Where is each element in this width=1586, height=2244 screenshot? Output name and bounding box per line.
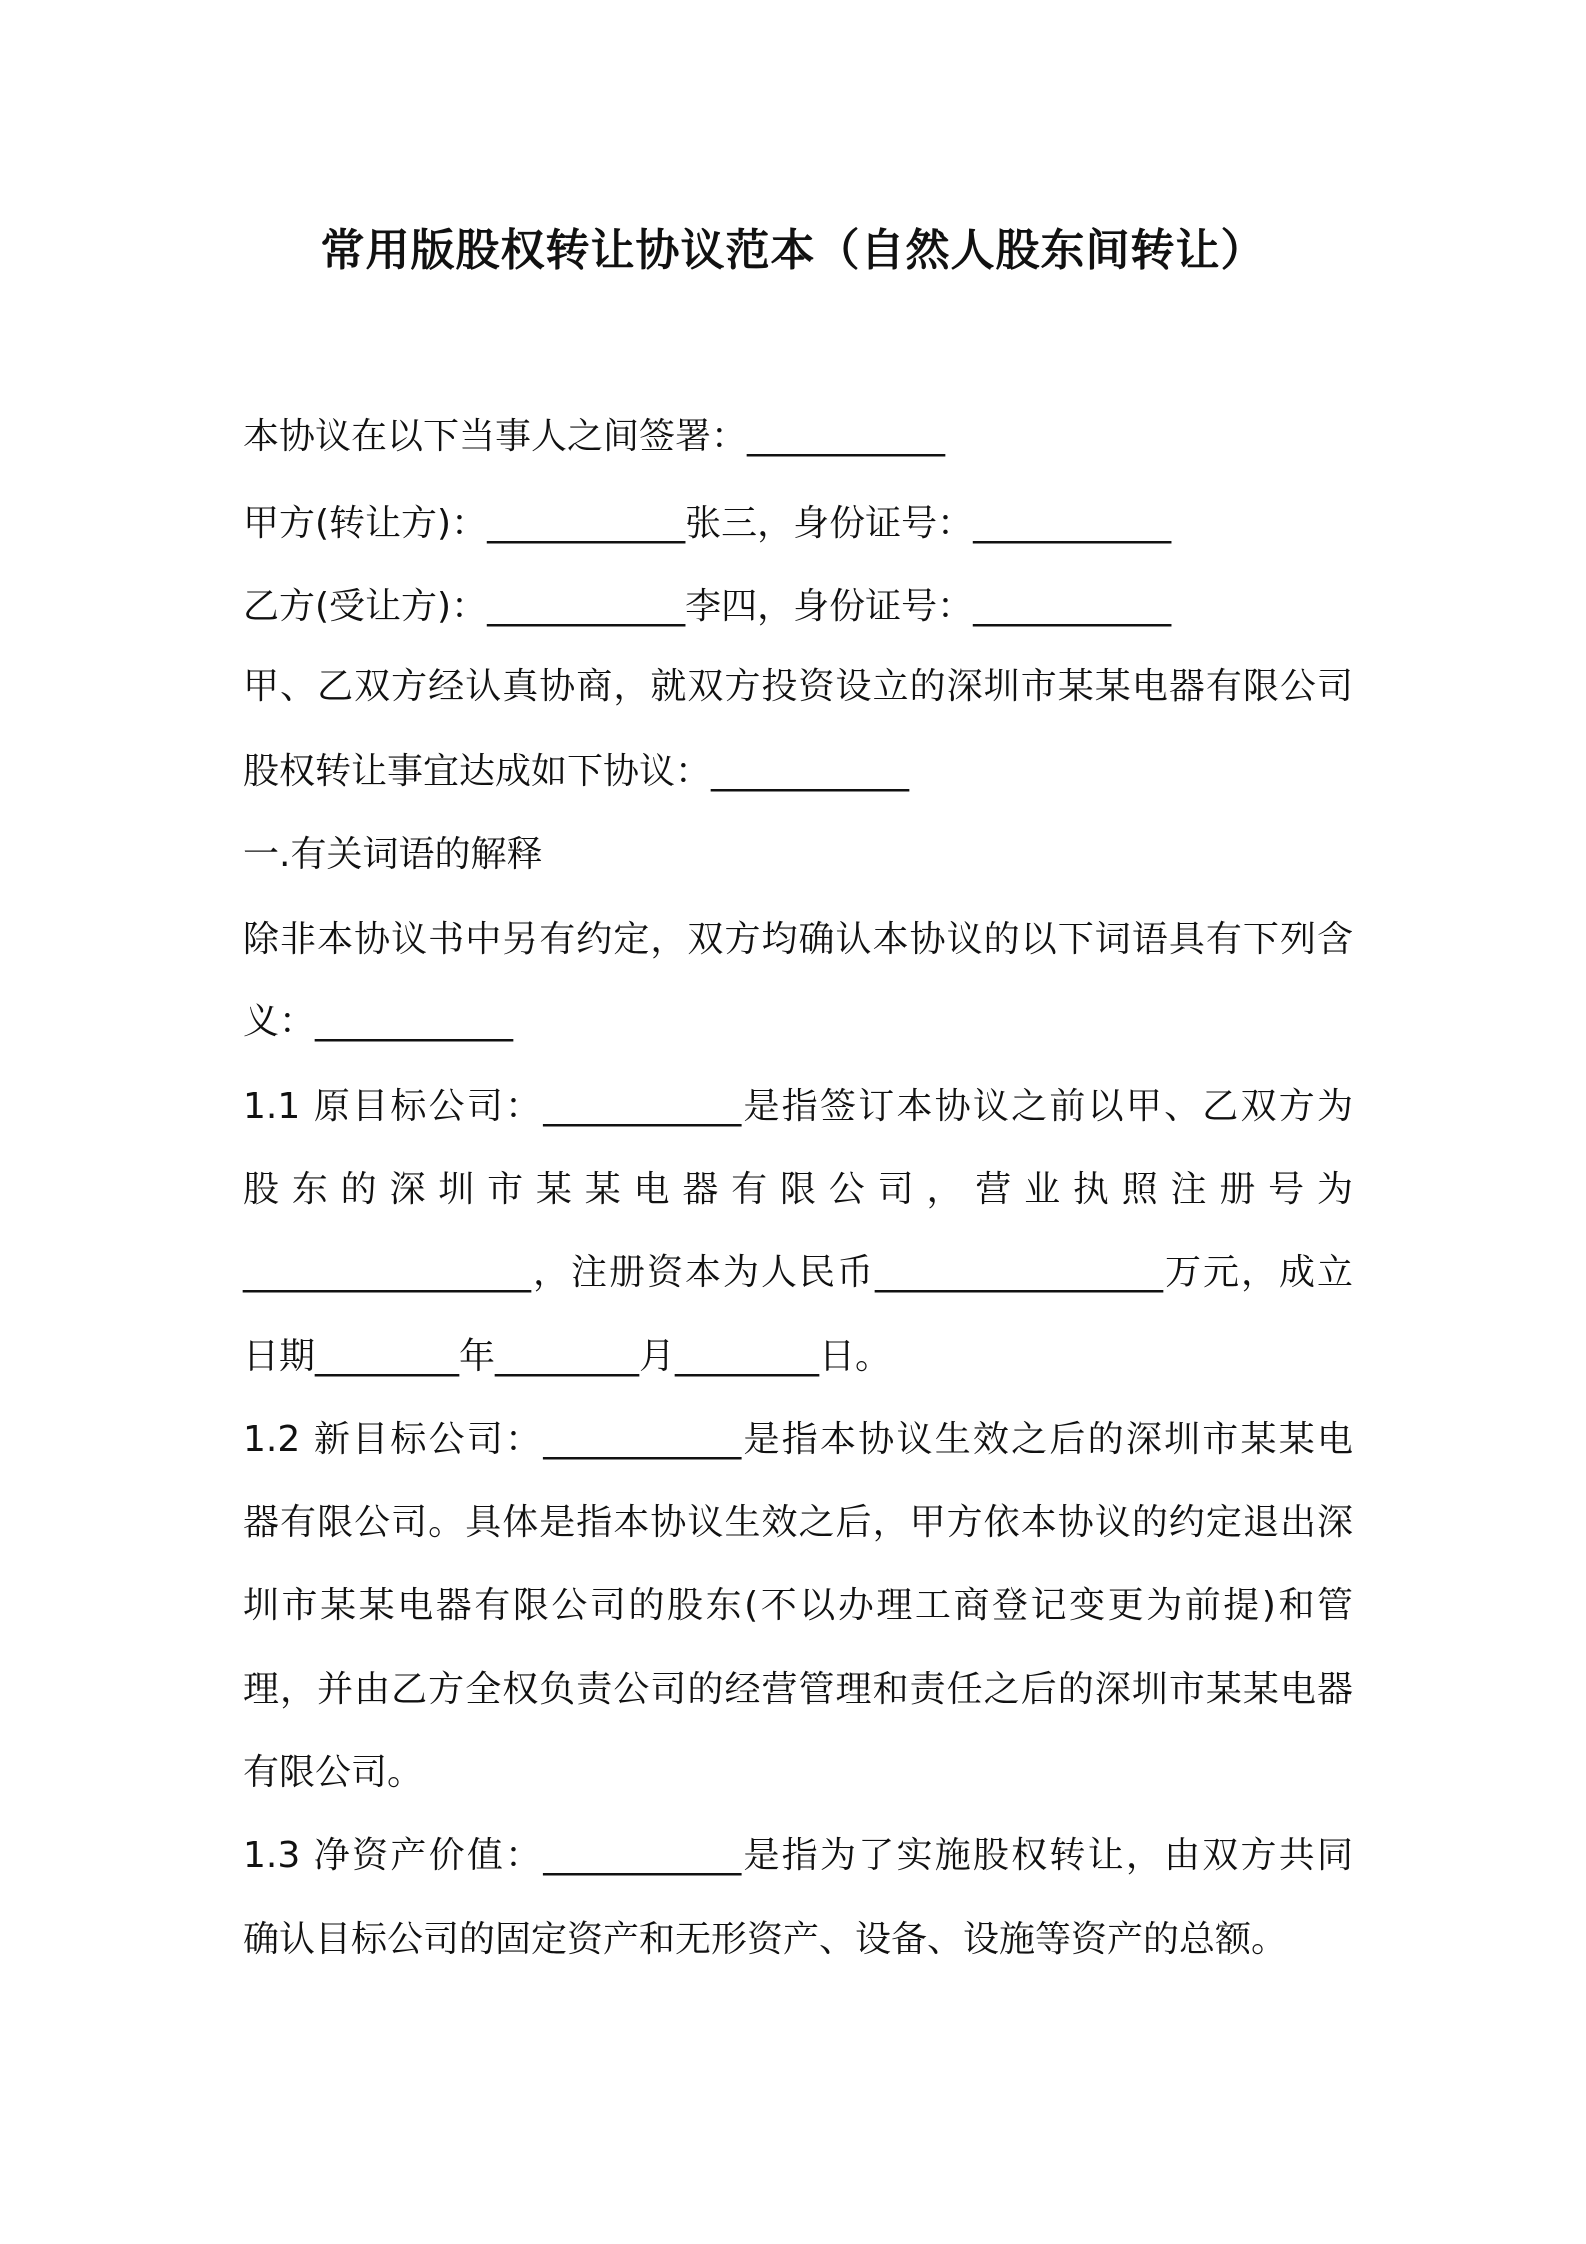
paragraph-line: 除非本协议书中另有约定，双方均确认本协议的以下词语具有下列含 bbox=[243, 919, 1353, 960]
intro-line-signing: 本协议在以下当事人之间签署：___________ bbox=[243, 416, 946, 457]
section-heading: 一.有关词语的解释 bbox=[243, 834, 543, 875]
clause-1-1-line: 股 东 的 深 圳 市 某 某 电 器 有 限 公 司 ， 营 业 执 照 注 册 号 为 bbox=[243, 1169, 1353, 1210]
clause-1-1-line: 日期________年________月________日。 bbox=[243, 1336, 892, 1377]
paragraph-line: 甲、乙双方经认真协商，就双方投资设立的深圳市某某电器有限公司 bbox=[243, 666, 1353, 707]
paragraph-line: 股权转让事宜达成如下协议：___________ bbox=[243, 751, 910, 792]
clause-1-2-line: 理，并由乙方全权负责公司的经营管理和责任之后的深圳市某某电器 bbox=[243, 1669, 1353, 1710]
paragraph-line: 义：___________ bbox=[243, 1001, 514, 1042]
clause-1-2-line: 圳市某某电器有限公司的股东(不以办理工商登记变更为前提)和管 bbox=[243, 1585, 1353, 1626]
clause-1-2-line: 器有限公司。具体是指本协议生效之后，甲方依本协议的约定退出深 bbox=[243, 1502, 1353, 1543]
party-a-line: 甲方(转让方)：___________张三，身份证号：___________ bbox=[243, 503, 1172, 544]
clause-1-1-line: 1.1 原目标公司：___________是指签订本协议之前以甲、乙双方为 bbox=[243, 1086, 1353, 1127]
document-title: 常用版股权转让协议范本（自然人股东间转让） bbox=[320, 225, 1266, 276]
clause-1-3-line: 1.3 净资产价值：___________是指为了实施股权转让，由双方共同 bbox=[243, 1835, 1353, 1876]
party-b-line: 乙方(受让方)：___________李四，身份证号：___________ bbox=[243, 586, 1172, 627]
clause-1-3-line: 确认目标公司的固定资产和无形资产、设备、设施等资产的总额。 bbox=[243, 1919, 1288, 1960]
clause-1-1-line: ________________，注册资本为人民币________________万元，成立 bbox=[243, 1252, 1353, 1293]
clause-1-2-line: 有限公司。 bbox=[243, 1752, 424, 1793]
clause-1-2-line: 1.2 新目标公司：___________是指本协议生效之后的深圳市某某电 bbox=[243, 1419, 1353, 1460]
